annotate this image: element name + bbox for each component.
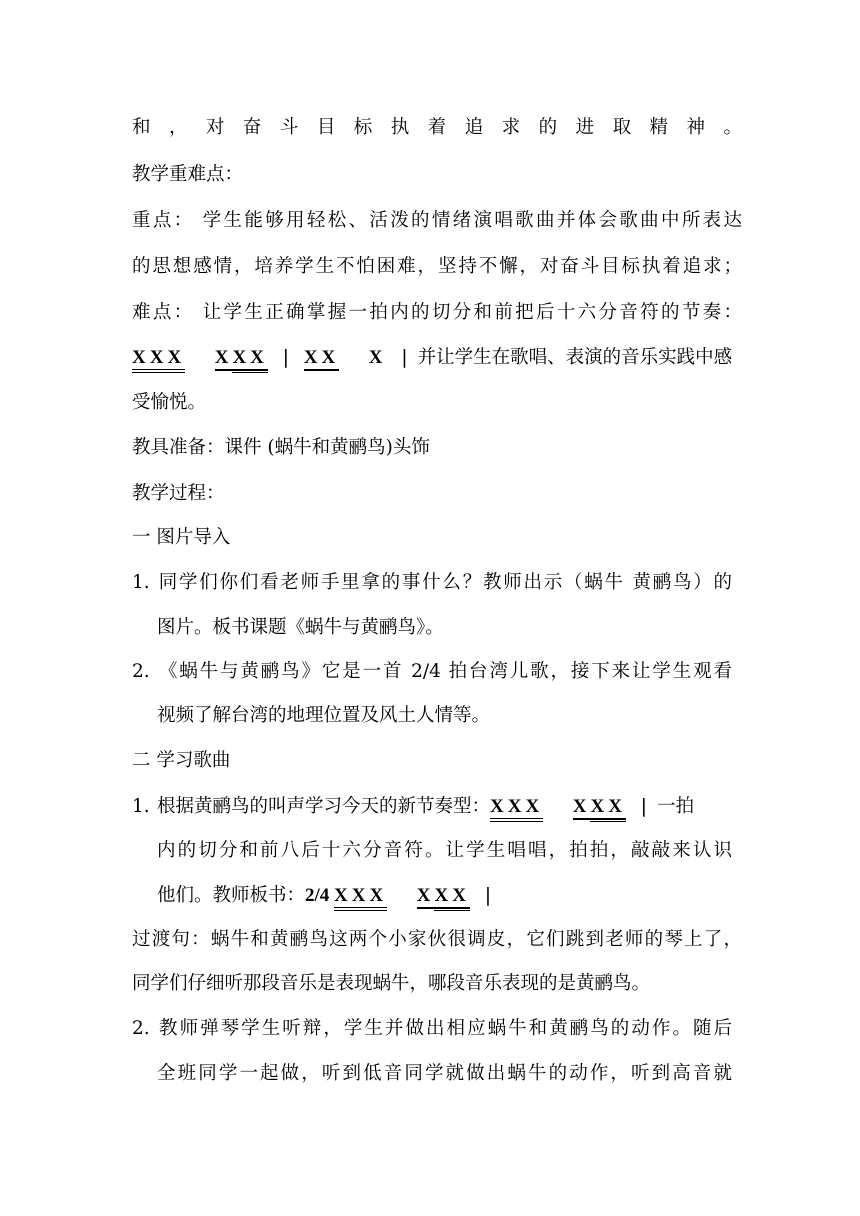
paragraph-line xyxy=(132,300,742,326)
paragraph-line xyxy=(132,254,742,280)
rhythm-notation xyxy=(132,344,418,371)
note-x: X xyxy=(590,796,605,817)
text: 全班同学一起做，听到低音同学就做出蜗牛的动作，听到高音就 xyxy=(157,1063,732,1084)
text: 教学重难点： xyxy=(132,164,244,185)
note-x: X xyxy=(416,885,431,906)
paragraph-line xyxy=(132,208,742,234)
section-heading-1 xyxy=(132,525,732,551)
text: 和，对奋斗目标执着追求的进取精神。 xyxy=(132,117,742,138)
list-item-continued xyxy=(157,1061,732,1087)
note-x: X xyxy=(490,796,504,817)
rhythm-line xyxy=(132,344,732,371)
note-x: X xyxy=(434,885,449,906)
note-x: X xyxy=(214,347,229,368)
note-x: X xyxy=(369,885,384,906)
bar-line: | xyxy=(282,346,290,368)
list-item xyxy=(132,793,757,820)
rhythm-notation xyxy=(490,793,657,820)
note-x: X xyxy=(303,347,318,368)
note-x: X xyxy=(149,347,164,368)
note-x: X xyxy=(250,347,264,368)
list-item-continued xyxy=(157,615,757,641)
note-x: X xyxy=(351,885,366,906)
list-item xyxy=(132,1016,732,1042)
text: 并让学生在歌唱、表演的音乐实践中感 xyxy=(417,347,733,368)
bar-line: | xyxy=(484,884,492,906)
text: 教师弹琴学生听辩，学生并做出相应蜗牛和黄鹂鸟的动作。随后 xyxy=(157,1018,732,1039)
note-x: X xyxy=(572,796,587,817)
text: 根据黄鹂鸟的叫声学习今天的新节奏型： xyxy=(157,796,491,817)
section-heading-2 xyxy=(132,748,732,774)
note-x: X xyxy=(167,347,182,368)
heading-process xyxy=(132,481,732,507)
text: 的思想感情，培养学生不怕困难，坚持不懈，对奋斗目标执着追求； xyxy=(132,256,742,277)
text: 同学们仔细听那段音乐是表现蜗牛，哪段音乐表现的是黄鹂鸟。 xyxy=(132,973,651,994)
rhythm-notation xyxy=(305,882,501,909)
note-x: X xyxy=(507,796,522,817)
list-item-continued xyxy=(157,838,732,864)
list-item xyxy=(132,659,732,685)
list-number: 2. xyxy=(132,661,150,682)
text: 过渡句：蜗牛和黄鹂鸟这两个小家伙很调皮，它们跳到老师的琴上了， xyxy=(132,929,742,950)
note-x: X xyxy=(525,796,540,817)
note-x: X xyxy=(232,347,247,368)
bar-line: | xyxy=(640,795,648,817)
paragraph-line xyxy=(132,971,732,997)
text: 图片。板书课题《蜗牛与黄鹂鸟》。 xyxy=(157,617,444,638)
note-x: X xyxy=(132,347,146,368)
list-number: 1. xyxy=(132,796,150,817)
text: 一 图片导入 xyxy=(132,527,231,548)
note-x: X xyxy=(368,347,383,368)
text: 教具准备：课件 (蜗牛和黄鹂鸟)头饰 xyxy=(132,437,430,458)
text: 一拍 xyxy=(657,796,695,817)
text: 二 学习歌曲 xyxy=(132,750,231,771)
text: 教学过程： xyxy=(132,483,225,504)
list-item-continued xyxy=(157,882,757,909)
text: 视频了解台湾的地理位置及风土人情等。 xyxy=(157,705,491,726)
note-x: X xyxy=(452,885,466,906)
text: 他们。教师板书： xyxy=(157,885,306,906)
list-number: 1. xyxy=(132,572,150,593)
heading-materials xyxy=(132,435,732,461)
text: 内的切分和前八后十六分音符。让学生唱唱，拍拍，敲敲来认识 xyxy=(157,840,732,861)
list-item-continued xyxy=(157,703,757,729)
time-signature: 2/4 xyxy=(305,885,330,906)
text: 难点： 让学生正确掌握一拍内的切分和前把后十六分音符的节奏： xyxy=(132,302,742,323)
list-item xyxy=(132,570,732,596)
text: 《蜗牛与黄鹂鸟》它是一首 2/4 拍台湾儿歌，接下来让学生观看 xyxy=(157,661,732,682)
text: 受愉悦。 xyxy=(132,392,207,413)
bar-line: | xyxy=(401,346,408,368)
text: 重点： 学生能够用轻松、活泼的情绪演唱歌曲并体会歌曲中所表达 xyxy=(132,210,742,231)
text: 同学们你们看老师手里拿的事什么？教师出示（蜗牛 黄鹂鸟）的 xyxy=(157,572,732,593)
list-number: 2. xyxy=(132,1018,150,1039)
heading-key-points xyxy=(132,162,732,188)
note-x: X xyxy=(334,885,348,906)
paragraph-line xyxy=(132,390,732,416)
note-x: X xyxy=(608,796,622,817)
note-x: X xyxy=(321,347,336,368)
paragraph-line xyxy=(132,927,742,953)
paragraph-line xyxy=(132,115,742,141)
